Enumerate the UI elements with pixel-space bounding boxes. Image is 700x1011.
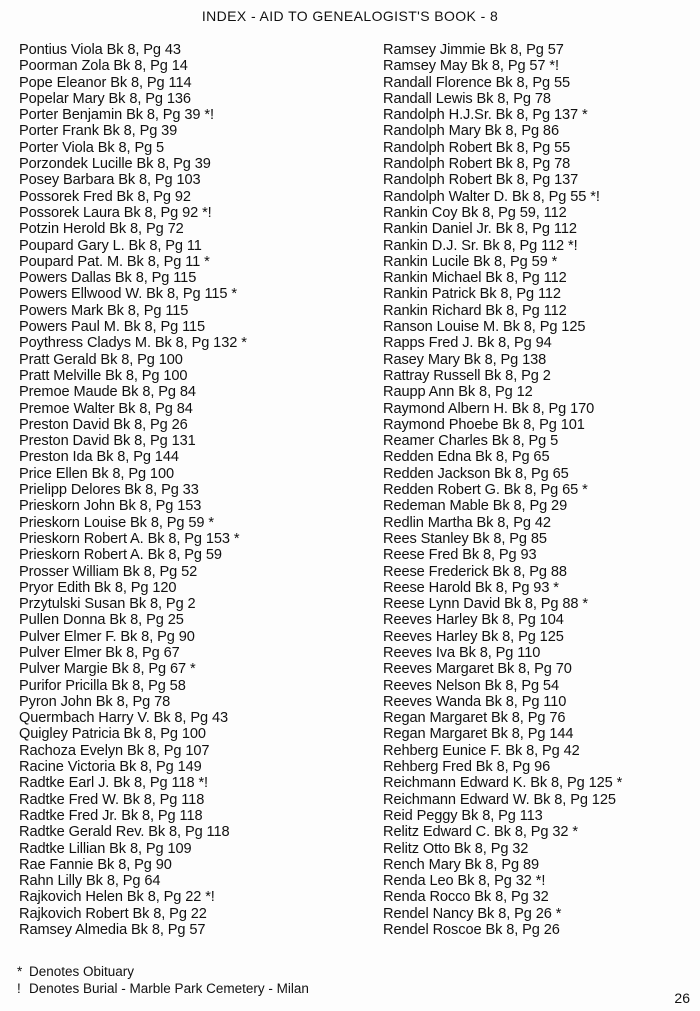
index-entry: Renda Rocco Bk 8, Pg 32 (383, 889, 549, 906)
index-entry: Rapps Fred J. Bk 8, Pg 94 (383, 335, 552, 352)
index-entry: Pontius Viola Bk 8, Pg 43 (19, 42, 181, 58)
legend-notes (17, 963, 309, 997)
index-entry: Porzondek Lucille Bk 8, Pg 39 (19, 156, 211, 173)
index-entry: Rankin Richard Bk 8, Pg 112 (383, 302, 567, 319)
index-entry: Regan Margaret Bk 8, Pg 76 (383, 710, 566, 727)
index-entry: Randolph Mary Bk 8, Pg 86 (383, 123, 559, 140)
index-entry: Quermbach Harry V. Bk 8, Pg 43 (19, 710, 228, 727)
index-entry: Prielipp Delores Bk 8, Pg 33 (19, 482, 199, 499)
index-entry: Rae Fannie Bk 8, Pg 90 (19, 856, 172, 873)
index-entry: Randolph Robert Bk 8, Pg 137 (383, 172, 579, 189)
index-entry: Pratt Melville Bk 8, Pg 100 (19, 367, 188, 384)
index-entry: Porter Benjamin Bk 8, Pg 39 *! (19, 107, 214, 124)
index-entry: Preston David Bk 8, Pg 26 (19, 416, 188, 433)
index-entry: Prieskorn John Bk 8, Pg 153 (19, 498, 202, 515)
index-entry: Prieskorn Robert A. Bk 8, Pg 59 (19, 547, 222, 564)
index-entry: Pulver Elmer F. Bk 8, Pg 90 (19, 628, 195, 645)
index-entry: Rankin Patrick Bk 8, Pg 112 (383, 286, 561, 303)
index-entry: Reese Fred Bk 8, Pg 93 (383, 547, 537, 564)
index-entry: Ramsey May Bk 8, Pg 57 *! (383, 58, 559, 75)
index-entry: Rankin Daniel Jr. Bk 8, Pg 112 (383, 221, 577, 238)
index-entry: Redden Edna Bk 8, Pg 65 (383, 449, 550, 466)
index-entry: Raupp Ann Bk 8, Pg 12 (383, 384, 533, 401)
index-entry: Ranson Louise M. Bk 8, Pg 125 (383, 319, 586, 336)
index-entry: Reichmann Edward W. Bk 8, Pg 125 (383, 791, 616, 808)
index-entry: Redden Jackson Bk 8, Pg 65 (383, 465, 569, 482)
index-entry: Rachoza Evelyn Bk 8, Pg 107 (19, 742, 210, 759)
index-entry: Powers Mark Bk 8, Pg 115 (19, 302, 189, 319)
index-entry: Pulver Margie Bk 8, Pg 67 * (19, 661, 196, 678)
index-entry: Radtke Lillian Bk 8, Pg 109 (19, 840, 192, 857)
page-title: INDEX - AID TO GENEALOGIST'S BOOK - 8 (201, 8, 499, 24)
page-number: 26 (674, 990, 690, 1006)
index-entry: Reeves Wanda Bk 8, Pg 110 (383, 693, 567, 710)
index-entry: Renda Leo Bk 8, Pg 32 *! (383, 873, 546, 890)
index-entry: Purifor Pricilla Bk 8, Pg 58 (19, 677, 186, 694)
index-entry: Racine Victoria Bk 8, Pg 149 (19, 759, 202, 776)
index-entry: Prieskorn Robert A. Bk 8, Pg 153 * (19, 530, 240, 547)
index-entry: Rajkovich Helen Bk 8, Pg 22 *! (19, 889, 215, 906)
index-entry: Reichmann Edward K. Bk 8, Pg 125 * (383, 775, 623, 792)
index-entry: Radtke Earl J. Bk 8, Pg 118 *! (19, 775, 208, 792)
index-entry: Randolph H.J.Sr. Bk 8, Pg 137 * (383, 107, 588, 124)
index-entry: Radtke Gerald Rev. Bk 8, Pg 118 (19, 824, 230, 841)
index-entry: Poorman Zola Bk 8, Pg 14 (19, 58, 188, 75)
index-entry: Porter Viola Bk 8, Pg 5 (19, 139, 165, 156)
index-entry: Reamer Charles Bk 8, Pg 5 (383, 433, 559, 450)
index-entry: Rattray Russell Bk 8, Pg 2 (383, 367, 551, 384)
index-entry: Relitz Otto Bk 8, Pg 32 (383, 840, 529, 857)
index-entry: Randolph Robert Bk 8, Pg 78 (383, 156, 571, 173)
index-entry: Porter Frank Bk 8, Pg 39 (19, 123, 178, 140)
index-entry: Rendel Nancy Bk 8, Pg 26 * (383, 905, 562, 922)
index-entry: Rendel Roscoe Bk 8, Pg 26 (383, 922, 560, 939)
index-entry: Powers Dallas Bk 8, Pg 115 (19, 270, 197, 287)
index-entry: Reeves Harley Bk 8, Pg 104 (383, 612, 564, 629)
index-entry: Prieskorn Louise Bk 8, Pg 59 * (19, 514, 214, 531)
index-entry: Randolph Robert Bk 8, Pg 55 (383, 139, 571, 156)
index-entry: Powers Paul M. Bk 8, Pg 115 (19, 319, 206, 336)
legend-obituary (17, 963, 309, 980)
index-entry: Radtke Fred W. Bk 8, Pg 118 (19, 791, 205, 808)
index-entry: Powers Ellwood W. Bk 8, Pg 115 * (19, 286, 237, 303)
index-entry: Rench Mary Bk 8, Pg 89 (383, 856, 539, 873)
right-index-column (383, 42, 622, 938)
index-entry: Ramsey Almedia Bk 8, Pg 57 (19, 922, 206, 939)
index-entry: Rehberg Eunice F. Bk 8, Pg 42 (383, 742, 580, 759)
index-entry: Rasey Mary Bk 8, Pg 138 (383, 351, 547, 368)
index-entry: Reese Lynn David Bk 8, Pg 88 * (383, 596, 588, 613)
index-entry: Prosser William Bk 8, Pg 52 (19, 563, 198, 580)
index-entry: Randolph Walter D. Bk 8, Pg 55 *! (383, 188, 600, 205)
index-entry: Rankin D.J. Sr. Bk 8, Pg 112 *! (383, 237, 578, 254)
index-entry: Pyron John Bk 8, Pg 78 (19, 693, 171, 710)
index-entry: Raymond Phoebe Bk 8, Pg 101 (383, 416, 585, 433)
legend-burial (17, 980, 309, 997)
index-entry: Rankin Lucile Bk 8, Pg 59 * (383, 253, 558, 270)
index-entry: Reese Frederick Bk 8, Pg 88 (383, 563, 567, 580)
index-entry: Poythress Cladys M. Bk 8, Pg 132 * (19, 335, 247, 352)
index-entry: Rankin Coy Bk 8, Pg 59, 112 (383, 204, 567, 221)
index-entry: Preston David Bk 8, Pg 131 (19, 433, 196, 450)
index-entry: Pryor Edith Bk 8, Pg 120 (19, 579, 177, 596)
index-entry: Rehberg Fred Bk 8, Pg 96 (383, 759, 551, 776)
index-entry: Premoe Maude Bk 8, Pg 84 (19, 384, 196, 401)
index-entry: Randall Lewis Bk 8, Pg 78 (383, 90, 551, 107)
index-entry: Redden Robert G. Bk 8, Pg 65 * (383, 482, 588, 499)
index-entry: Pulver Elmer Bk 8, Pg 67 (19, 644, 180, 661)
index-entry: Redeman Mable Bk 8, Pg 29 (383, 498, 568, 515)
index-entry: Popelar Mary Bk 8, Pg 136 (19, 90, 191, 107)
index-entry: Posey Barbara Bk 8, Pg 103 (19, 172, 201, 189)
index-entry: Preston Ida Bk 8, Pg 144 (19, 449, 179, 466)
burial-symbol: ! (17, 981, 21, 996)
index-entry: Przytulski Susan Bk 8, Pg 2 (19, 596, 196, 613)
obituary-symbol: * (17, 964, 23, 979)
index-entry: Randall Florence Bk 8, Pg 55 (383, 74, 571, 91)
index-entry: Pope Eleanor Bk 8, Pg 114 (19, 74, 192, 91)
index-entry: Potzin Herold Bk 8, Pg 72 (19, 221, 184, 238)
index-entry: Pullen Donna Bk 8, Pg 25 (19, 612, 184, 629)
index-entry: Possorek Fred Bk 8, Pg 92 (19, 188, 191, 205)
index-entry: Reeves Margaret Bk 8, Pg 70 (383, 661, 572, 678)
index-entry: Pratt Gerald Bk 8, Pg 100 (19, 351, 183, 368)
index-entry: Reese Harold Bk 8, Pg 93 * (383, 579, 559, 596)
index-entry: Regan Margaret Bk 8, Pg 144 (383, 726, 574, 743)
index-entry: Poupard Gary L. Bk 8, Pg 11 (19, 237, 202, 254)
index-entry: Reeves Nelson Bk 8, Pg 54 (383, 677, 559, 694)
index-entry: Radtke Fred Jr. Bk 8, Pg 118 (19, 807, 203, 824)
index-entry: Price Ellen Bk 8, Pg 100 (19, 465, 174, 482)
index-entry: Ramsey Jimmie Bk 8, Pg 57 (383, 42, 564, 58)
index-entry: Premoe Walter Bk 8, Pg 84 (19, 400, 193, 417)
index-entry: Raymond Albern H. Bk 8, Pg 170 (383, 400, 595, 417)
index-entry: Possorek Laura Bk 8, Pg 92 *! (19, 204, 212, 221)
index-entry: Redlin Martha Bk 8, Pg 42 (383, 514, 551, 531)
index-entry: Reeves Harley Bk 8, Pg 125 (383, 628, 564, 645)
index-entry: Relitz Edward C. Bk 8, Pg 32 * (383, 824, 578, 841)
index-entry: Reid Peggy Bk 8, Pg 113 (383, 807, 543, 824)
obituary-note: Denotes Obituary (29, 964, 135, 979)
left-index-column (19, 42, 247, 938)
index-entry: Poupard Pat. M. Bk 8, Pg 11 * (19, 253, 210, 270)
index-entry: Rankin Michael Bk 8, Pg 112 (383, 270, 567, 287)
index-entry: Rajkovich Robert Bk 8, Pg 22 (19, 905, 207, 922)
burial-note: Denotes Burial - Marble Park Cemetery - Milan (29, 981, 309, 996)
index-entry: Reeves Iva Bk 8, Pg 110 (383, 644, 541, 661)
index-entry: Rees Stanley Bk 8, Pg 85 (383, 530, 547, 547)
index-entry: Quigley Patricia Bk 8, Pg 100 (19, 726, 206, 743)
index-entry: Rahn Lilly Bk 8, Pg 64 (19, 873, 161, 890)
